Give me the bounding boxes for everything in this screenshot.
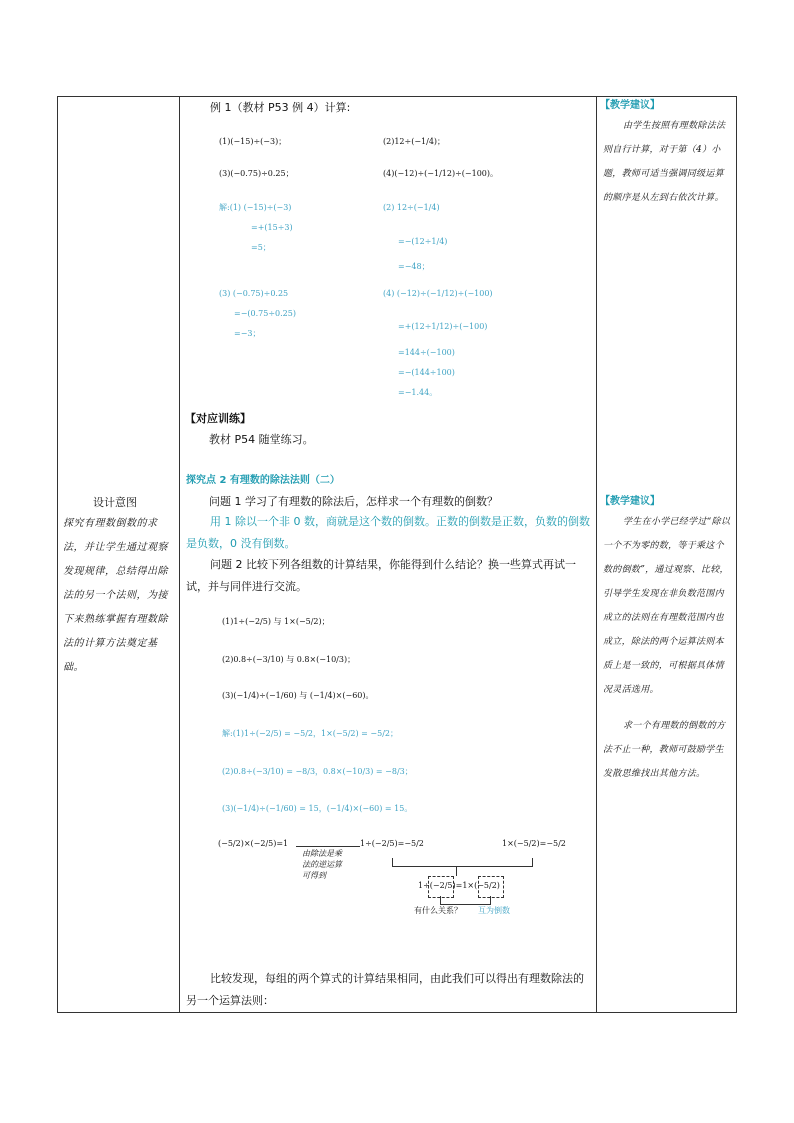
tip2-title: 【教学建议】 xyxy=(600,496,660,507)
explore2-answer2: (2)0.8÷(−3/10) = −8/3，0.8×(−10/3) = −8/3； xyxy=(222,767,413,776)
sol2-line3: =−48； xyxy=(398,262,430,271)
bracket-left xyxy=(392,858,393,866)
design-intent-heading: 设计意图 xyxy=(93,496,137,509)
design-intent-note: 探究有理数倒数的求法，并让学生通过观察发现规律，总结得出除法的另一个法则，为接下来熟练掌握有理数除法的计算方法奠定基础。 xyxy=(63,518,168,673)
diagram-question: 有什么关系？ xyxy=(414,906,462,915)
column-divider-right xyxy=(596,96,597,1013)
practice-text: 教材 P54 随堂练习。 xyxy=(209,433,314,446)
sol1-line1: 解:(1) (−15)÷(−3) xyxy=(219,203,292,212)
diagram-note-line1: 由除法是乘 xyxy=(302,849,342,858)
sol3-line3: =−3； xyxy=(234,329,261,338)
explore2-item1: (1)1÷(−2/5) 与 1×(−5/2)； xyxy=(222,617,330,626)
sol1-line2: =+(15÷3) xyxy=(251,223,293,232)
sol3-line2: =−(0.75÷0.25) xyxy=(234,309,296,318)
explore2-answer3: (3)(−1/4)÷(−1/60) = 15，(−1/4)×(−60) = 15。 xyxy=(222,804,413,813)
sol4-line1: (4) (−12)÷(−1/12)÷(−100) xyxy=(383,289,493,298)
tip1-title: 【教学建议】 xyxy=(600,100,660,111)
practice-title: 【对应训练】 xyxy=(185,412,251,425)
diagram-eq-right: 1×(−5/2)=−5/2 xyxy=(502,839,566,848)
example1-q1: (1)(−15)÷(−3)； xyxy=(219,137,287,146)
sol4-line2: =+(12÷1/12)÷(−100) xyxy=(398,322,488,331)
bracket-bar xyxy=(392,866,533,867)
tip2-text-b: 求一个有理数的倒数的方法不止一种，教师可鼓励学生发散思维找出其他方法。 xyxy=(603,721,726,779)
explore2-item3: (3)(−1/4)÷(−1/60) 与 (−1/4)×(−60)。 xyxy=(222,691,374,700)
link-left xyxy=(440,896,441,904)
example1-q2: (2)12÷(−1/4)； xyxy=(383,137,446,146)
diagram-note-line2: 法的逆运算 xyxy=(302,860,342,869)
diagram-eq-left: (−5/2)×(−2/5)=1 xyxy=(218,839,289,848)
sol1-line3: =5； xyxy=(251,243,271,252)
diagram-arrow xyxy=(296,846,360,847)
sol4-line5: =−1.44。 xyxy=(398,388,438,397)
diagram-note-line3: 可得到 xyxy=(302,871,326,880)
diagram-eq-mid: 1÷(−2/5)=−5/2 xyxy=(360,839,424,848)
bracket-stem xyxy=(456,866,457,876)
example1-title: 例 1（教材 P53 例 4）计算: xyxy=(210,101,351,114)
explore2-q2: 问题 2 比较下列各组数的计算结果，你能得到什么结论？换一些算式再试一试，并与同伴进行交流。 xyxy=(186,558,576,593)
explore2-q1: 问题 1 学习了有理数的除法后，怎样求一个有理数的倒数？ xyxy=(209,495,498,508)
explore2-a1: 用 1 除以一个非 0 数，商就是这个数的倒数。正数的倒数是正数，负数的倒数是负数，0 没有倒数。 xyxy=(186,515,590,550)
explore2-conclusion: 比较发现，每组的两个算式的计算结果相同，由此我们可以得出有理数除法的另一个运算法则： xyxy=(186,972,584,1007)
diagram-bottom-eq: 1÷(−2/5)=1×(−5/2) xyxy=(418,881,500,890)
example1-q4: (4)(−12)÷(−1/12)÷(−100)。 xyxy=(383,169,498,178)
column-divider-left xyxy=(179,96,180,1013)
sol4-line4: =−(144÷100) xyxy=(398,368,455,377)
sol2-line2: =−(12÷1/4) xyxy=(398,237,448,246)
sol3-line1: (3) (−0.75)÷0.25 xyxy=(219,289,289,298)
explore2-item2: (2)0.8÷(−3/10) 与 0.8×(−10/3)； xyxy=(222,655,356,664)
link-right xyxy=(490,896,491,904)
sol4-line3: =144÷(−100) xyxy=(398,348,455,357)
bracket-right xyxy=(532,858,533,866)
explore2-title: 探究点 2 有理数的除法法则（二） xyxy=(186,475,340,486)
explore2-answer1: 解:(1)1÷(−2/5) = −5/2，1×(−5/2) = −5/2； xyxy=(222,729,398,738)
diagram-answer: 互为倒数 xyxy=(478,906,510,915)
example1-q3: (3)(−0.75)÷0.25； xyxy=(219,169,294,178)
link-bar xyxy=(440,904,491,905)
sol2-line1: (2) 12÷(−1/4) xyxy=(383,203,440,212)
tip1-text: 由学生按照有理数除法法则自行计算，对于第（4）小题，教师可适当强调同级运算的顺序是从左到右依次计算。 xyxy=(603,121,726,203)
tip2-text-a: 学生在小学已经学过“除以一个不为零的数，等于乘这个数的倒数”，通过观察、比较，引导学生发现在非负数范围内成立的法则在有理数范围内也成立，除法的两个运算法则本质上是一致的，可根据具体情况灵活选用。 xyxy=(603,517,731,695)
